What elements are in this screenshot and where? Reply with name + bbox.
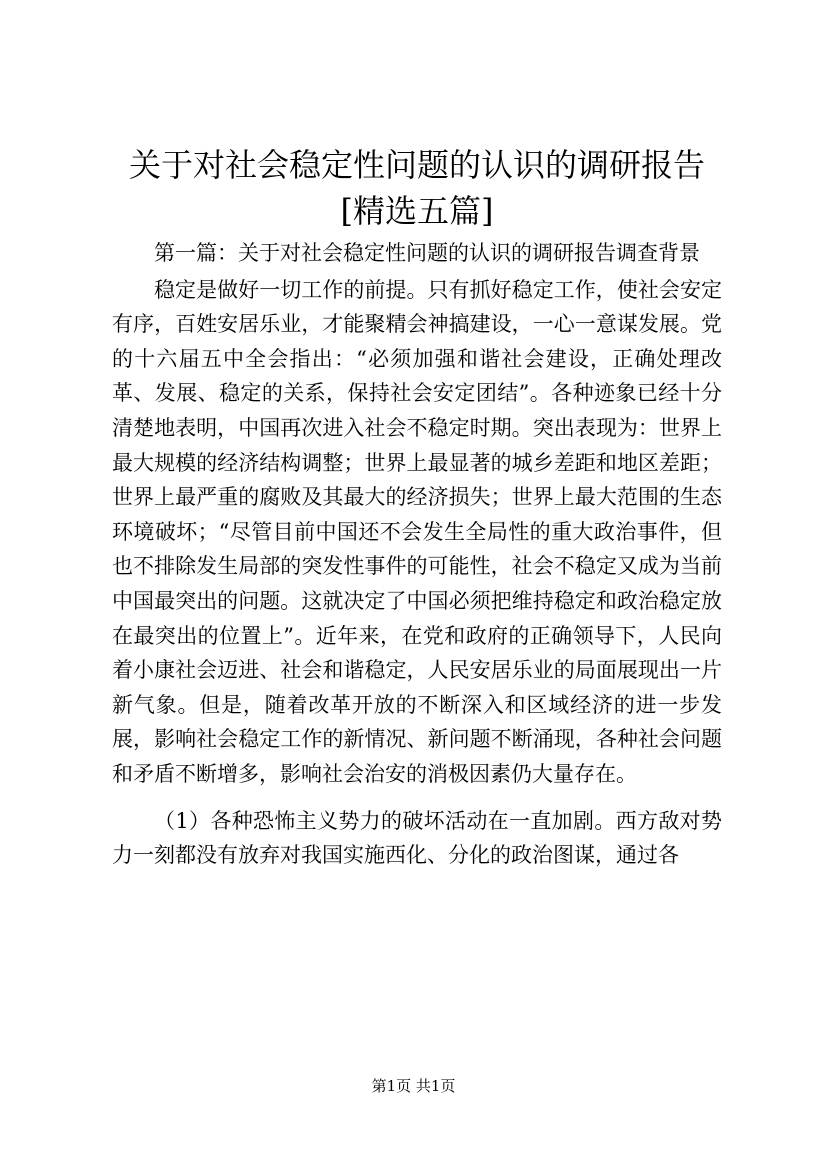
- section-heading: 第一篇：关于对社会稳定性问题的认识的调研报告调查背景: [154, 241, 700, 265]
- body-paragraph: （1）各种恐怖主义势力的破坏活动在一直加剧。西方敌对势力一刻都没有放弃对我国实施西化、分化的政治图谋，通过各: [112, 808, 722, 868]
- body-paragraph: 稳定是做好一切工作的前提。只有抓好稳定工作，使社会安定有序，百姓安居乐业，才能聚精会神搞建设，一心一意谋发展。党的十六届五中全会指出：“必须加强和谐社会建设，正确处理改革、发展、稳定的关系，保持社会安定团结”。各种迹象已经十分清楚地表明，中国再次进入社会不稳定时期。突出表现为：世界上最大规模的经济结构调整；世界上最显著的城乡差距和地区差距；世界上最严重的腐败及其最大的经济损失；世界上最大范围的生态环境破坏；“尽管目前中国还不会发生全局性的重大政治事件，但也不排除发生局部的突发性事件的可能性，社会不稳定又成为当前中国最突出的问题。这就决定了中国必须把维持稳定和政治稳定放在最突出的位置上”。近年来，在党和政府的正确领导下，人民向着小康社会迈进、社会和谐稳定，人民安居乐业的局面展现出一片新气象。但是，随着改革开放的不断深入和区域经济的进一步发展，影响社会稳定工作的新情况、新问题不断涌现，各种社会问题和矛盾不断增多，影响社会治安的消极因素仍大量存在。: [112, 277, 722, 786]
- page-footer: 第1页 共1页: [371, 1077, 456, 1095]
- document-title: 关于对社会稳定性问题的认识的调研报告[精选五篇]: [128, 146, 705, 230]
- document-body: [112, 236, 722, 873]
